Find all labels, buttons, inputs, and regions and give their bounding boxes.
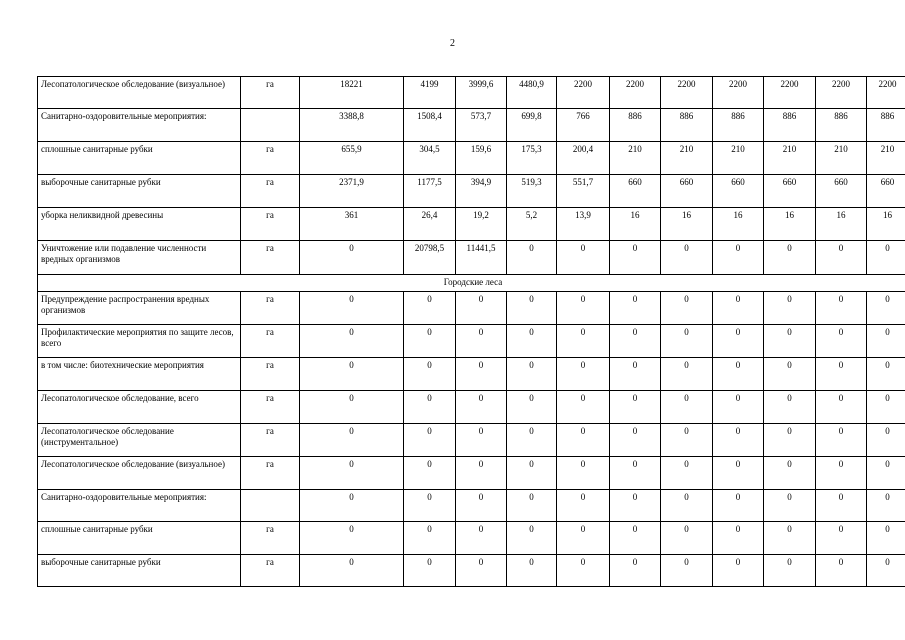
value-cell: 0 — [507, 490, 557, 522]
value-cell: 200,4 — [557, 142, 610, 175]
value-cell: 0 — [456, 325, 507, 358]
unit-cell: га — [241, 208, 300, 241]
value-cell: 0 — [713, 325, 764, 358]
value-cell: 551,7 — [557, 175, 610, 208]
value-cell: 0 — [404, 424, 456, 457]
value-cell: 0 — [404, 490, 456, 522]
value-cell: 0 — [610, 325, 661, 358]
value-cell: 16 — [661, 208, 713, 241]
value-cell: 0 — [661, 241, 713, 275]
value-cell: 20798,5 — [404, 241, 456, 275]
value-cell: 0 — [610, 424, 661, 457]
row-name-cell: Уничтожение или подавление численности вредных организмов — [38, 241, 241, 275]
value-cell: 0 — [764, 241, 816, 275]
value-cell: 0 — [557, 555, 610, 587]
value-cell: 0 — [816, 555, 867, 587]
value-cell: 0 — [713, 241, 764, 275]
table-row — [38, 109, 905, 142]
value-cell: 655,9 — [300, 142, 404, 175]
value-cell: 0 — [557, 292, 610, 325]
row-name-cell: выборочные санитарные рубки — [38, 555, 241, 587]
value-cell: 766 — [557, 109, 610, 142]
value-cell: 0 — [404, 391, 456, 424]
value-cell: 0 — [661, 292, 713, 325]
value-cell: 660 — [816, 175, 867, 208]
value-cell: 0 — [456, 391, 507, 424]
value-cell: 0 — [300, 391, 404, 424]
value-cell: 0 — [816, 325, 867, 358]
unit-cell: га — [241, 325, 300, 358]
value-cell: 0 — [867, 325, 905, 358]
value-cell: 0 — [764, 424, 816, 457]
value-cell: 0 — [404, 555, 456, 587]
value-cell: 886 — [713, 109, 764, 142]
value-cell: 0 — [507, 457, 557, 490]
value-cell: 0 — [713, 457, 764, 490]
value-cell: 0 — [867, 358, 905, 391]
value-cell: 2200 — [867, 77, 905, 109]
table-body — [38, 77, 905, 587]
table-row — [38, 391, 905, 424]
row-name-cell: в том числе: биотехнические мероприятия — [38, 358, 241, 391]
table-row — [38, 241, 905, 275]
value-cell: 0 — [867, 522, 905, 555]
value-cell: 0 — [507, 424, 557, 457]
value-cell: 0 — [300, 424, 404, 457]
value-cell: 0 — [456, 457, 507, 490]
value-cell: 0 — [456, 358, 507, 391]
value-cell: 13,9 — [557, 208, 610, 241]
value-cell: 3388,8 — [300, 109, 404, 142]
row-name-cell: Предупреждение распространения вредных организмов — [38, 292, 241, 325]
value-cell: 0 — [300, 358, 404, 391]
value-cell: 0 — [867, 555, 905, 587]
value-cell: 0 — [764, 522, 816, 555]
value-cell: 0 — [456, 490, 507, 522]
value-cell: 16 — [816, 208, 867, 241]
value-cell: 0 — [661, 555, 713, 587]
unit-cell — [241, 109, 300, 142]
value-cell: 19,2 — [456, 208, 507, 241]
value-cell: 0 — [661, 490, 713, 522]
value-cell: 5,2 — [507, 208, 557, 241]
table-row — [38, 175, 905, 208]
unit-cell: га — [241, 292, 300, 325]
value-cell: 0 — [764, 325, 816, 358]
unit-cell: га — [241, 241, 300, 275]
value-cell: 2200 — [610, 77, 661, 109]
table-row — [38, 358, 905, 391]
value-cell: 0 — [456, 292, 507, 325]
value-cell: 0 — [713, 358, 764, 391]
value-cell: 175,3 — [507, 142, 557, 175]
value-cell: 0 — [456, 522, 507, 555]
value-cell: 0 — [816, 292, 867, 325]
value-cell: 0 — [610, 522, 661, 555]
value-cell: 3999,6 — [456, 77, 507, 109]
value-cell: 0 — [507, 522, 557, 555]
value-cell: 0 — [764, 457, 816, 490]
value-cell: 2200 — [557, 77, 610, 109]
row-name-cell: Санитарно-оздоровительные мероприятия: — [38, 109, 241, 142]
unit-cell: га — [241, 424, 300, 457]
unit-cell — [241, 490, 300, 522]
value-cell: 0 — [507, 325, 557, 358]
value-cell: 0 — [816, 457, 867, 490]
value-cell: 0 — [456, 555, 507, 587]
value-cell: 0 — [867, 457, 905, 490]
unit-cell: га — [241, 522, 300, 555]
value-cell: 573,7 — [456, 109, 507, 142]
table-row — [38, 292, 905, 325]
value-cell: 0 — [300, 522, 404, 555]
value-cell: 0 — [610, 457, 661, 490]
row-name-cell: сплошные санитарные рубки — [38, 522, 241, 555]
value-cell: 660 — [764, 175, 816, 208]
unit-cell: га — [241, 358, 300, 391]
value-cell: 0 — [300, 457, 404, 490]
value-cell: 16 — [867, 208, 905, 241]
value-cell: 0 — [713, 490, 764, 522]
value-cell: 0 — [507, 241, 557, 275]
value-cell: 0 — [404, 325, 456, 358]
value-cell: 0 — [610, 241, 661, 275]
value-cell: 0 — [456, 424, 507, 457]
value-cell: 0 — [557, 358, 610, 391]
value-cell: 0 — [404, 457, 456, 490]
value-cell: 660 — [867, 175, 905, 208]
value-cell: 0 — [713, 424, 764, 457]
value-cell: 210 — [764, 142, 816, 175]
value-cell: 304,5 — [404, 142, 456, 175]
value-cell: 0 — [557, 241, 610, 275]
value-cell: 4480,9 — [507, 77, 557, 109]
value-cell: 210 — [713, 142, 764, 175]
value-cell: 0 — [507, 358, 557, 391]
value-cell: 0 — [661, 522, 713, 555]
unit-cell: га — [241, 142, 300, 175]
value-cell: 886 — [661, 109, 713, 142]
value-cell: 0 — [867, 424, 905, 457]
value-cell: 18221 — [300, 77, 404, 109]
row-name-cell: Лесопатологическое обследование, всего — [38, 391, 241, 424]
value-cell: 1508,4 — [404, 109, 456, 142]
table-row — [38, 522, 905, 555]
value-cell: 0 — [661, 391, 713, 424]
value-cell: 0 — [713, 522, 764, 555]
value-cell: 0 — [816, 391, 867, 424]
row-name-cell: выборочные санитарные рубки — [38, 175, 241, 208]
value-cell: 210 — [661, 142, 713, 175]
value-cell: 2200 — [661, 77, 713, 109]
value-cell: 0 — [816, 241, 867, 275]
value-cell: 0 — [661, 358, 713, 391]
value-cell: 0 — [867, 292, 905, 325]
value-cell: 0 — [867, 391, 905, 424]
value-cell: 0 — [764, 391, 816, 424]
value-cell: 361 — [300, 208, 404, 241]
value-cell: 0 — [610, 490, 661, 522]
table-row — [38, 457, 905, 490]
unit-cell: га — [241, 457, 300, 490]
value-cell: 0 — [816, 424, 867, 457]
value-cell: 16 — [764, 208, 816, 241]
value-cell: 0 — [661, 424, 713, 457]
value-cell: 0 — [300, 490, 404, 522]
value-cell: 0 — [507, 292, 557, 325]
value-cell: 0 — [661, 325, 713, 358]
value-cell: 0 — [816, 358, 867, 391]
value-cell: 0 — [300, 325, 404, 358]
row-name-cell: сплошные санитарные рубки — [38, 142, 241, 175]
value-cell: 886 — [610, 109, 661, 142]
value-cell: 0 — [610, 358, 661, 391]
value-cell: 16 — [713, 208, 764, 241]
value-cell: 0 — [300, 241, 404, 275]
row-name-cell: Лесопатологическое обследование (визуальное) — [38, 77, 241, 109]
unit-cell: га — [241, 555, 300, 587]
row-name-cell: Лесопатологическое обследование (визуальное) — [38, 457, 241, 490]
value-cell: 0 — [507, 391, 557, 424]
value-cell: 886 — [867, 109, 905, 142]
value-cell: 0 — [557, 490, 610, 522]
value-cell: 0 — [404, 522, 456, 555]
value-cell: 0 — [867, 241, 905, 275]
value-cell: 26,4 — [404, 208, 456, 241]
value-cell: 2200 — [713, 77, 764, 109]
value-cell: 394,9 — [456, 175, 507, 208]
value-cell: 159,6 — [456, 142, 507, 175]
value-cell: 0 — [867, 490, 905, 522]
value-cell: 210 — [816, 142, 867, 175]
unit-cell: га — [241, 175, 300, 208]
value-cell: 210 — [867, 142, 905, 175]
value-cell: 0 — [713, 555, 764, 587]
section-header-row — [38, 275, 905, 292]
value-cell: 0 — [507, 555, 557, 587]
table-row — [38, 424, 905, 457]
value-cell: 0 — [816, 490, 867, 522]
value-cell: 4199 — [404, 77, 456, 109]
value-cell: 0 — [661, 457, 713, 490]
value-cell: 0 — [610, 292, 661, 325]
table-row — [38, 325, 905, 358]
page-number: 2 — [450, 38, 455, 49]
forest-protection-table — [37, 76, 905, 587]
value-cell: 699,8 — [507, 109, 557, 142]
row-name-cell: Санитарно-оздоровительные мероприятия: — [38, 490, 241, 522]
value-cell: 0 — [300, 292, 404, 325]
value-cell: 0 — [764, 358, 816, 391]
value-cell: 660 — [713, 175, 764, 208]
row-name-cell: Лесопатологическое обследование (инструментальное) — [38, 424, 241, 457]
value-cell: 16 — [610, 208, 661, 241]
value-cell: 660 — [661, 175, 713, 208]
value-cell: 0 — [764, 555, 816, 587]
row-name-cell: уборка неликвидной древесины — [38, 208, 241, 241]
value-cell: 1177,5 — [404, 175, 456, 208]
value-cell: 0 — [764, 490, 816, 522]
value-cell: 2200 — [816, 77, 867, 109]
value-cell: 0 — [557, 325, 610, 358]
value-cell: 0 — [557, 424, 610, 457]
value-cell: 0 — [557, 457, 610, 490]
value-cell: 0 — [610, 391, 661, 424]
value-cell: 0 — [610, 555, 661, 587]
value-cell: 0 — [557, 522, 610, 555]
table-row — [38, 77, 905, 109]
value-cell: 0 — [713, 391, 764, 424]
value-cell: 0 — [764, 292, 816, 325]
value-cell: 660 — [610, 175, 661, 208]
value-cell: 519,3 — [507, 175, 557, 208]
table-row — [38, 490, 905, 522]
value-cell: 210 — [610, 142, 661, 175]
value-cell: 0 — [713, 292, 764, 325]
value-cell: 886 — [816, 109, 867, 142]
table-row — [38, 555, 905, 587]
table-row — [38, 208, 905, 241]
value-cell: 0 — [404, 292, 456, 325]
value-cell: 0 — [404, 358, 456, 391]
unit-cell: га — [241, 391, 300, 424]
value-cell: 2371,9 — [300, 175, 404, 208]
row-name-cell: Профилактические мероприятия по защите лесов, всего — [38, 325, 241, 358]
section-title: Городские леса — [38, 275, 905, 292]
value-cell: 0 — [300, 555, 404, 587]
value-cell: 0 — [557, 391, 610, 424]
table-row — [38, 142, 905, 175]
unit-cell: га — [241, 77, 300, 109]
value-cell: 0 — [816, 522, 867, 555]
value-cell: 11441,5 — [456, 241, 507, 275]
value-cell: 2200 — [764, 77, 816, 109]
value-cell: 886 — [764, 109, 816, 142]
